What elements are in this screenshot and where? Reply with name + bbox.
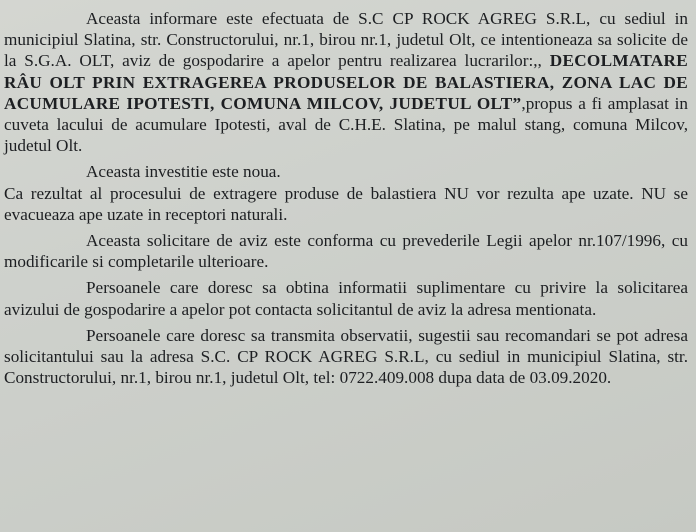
project-title: DECOLMATARE RÂU OLT PRIN EXTRAGEREA PRODUSELOR DE BALASTIERA, ZONA LAC DE ACUMULARE IPOTESTI, COMUNA MILCOV, JUDETUL OLT” (4, 51, 688, 113)
observations-paragraph: Persoanele care doresc sa transmita observatii, sugestii sau recomandari se pot adresa solicitantului sau la adresa S.C. CP ROCK AGREG S.R.L, cu sediul in municipiul Slatina, str. Constructorului, nr.1, birou nr.1, judetul Olt, tel: 0722.409.008 dupa data de 03.09.2020. (4, 325, 688, 388)
wastewater-paragraph: Ca rezultat al procesului de extragere produse de balastiera NU vor rezulta ape uzate. NU se evacueaza ape uzate in receptori naturali. (4, 183, 688, 224)
information-contact-paragraph: Persoanele care doresc sa obtina informatii suplimentare cu privire la solicitarea avizului de gospodarire a apelor pot contacta solicitantul de aviz la adresa mentionata. (4, 278, 688, 319)
intro-lead-text: Aceasta informare este efectuata de S.C CP ROCK AGREG S.R.L, cu sediul in municipiul Slatina, str. Constructorului, nr.1, birou nr.1, judetul Olt, ce intentioneaza sa solicite de la S.G.A. OLT, aviz de gospodarire a apelor pentru realizarea lucrarilor:,, (4, 9, 688, 71)
intro-paragraph (4, 8, 688, 156)
new-investment-paragraph: Aceasta investitie este noua. (86, 162, 281, 182)
intro-tail-text: ,propus a fi amplasat in cuveta lacului de acumulare Ipotesti, aval de C.H.E. Slatina, pe malul stang, comuna Milcov, judetul Olt. (4, 93, 688, 156)
legal-conformity-paragraph: Aceasta solicitare de aviz este conforma cu prevederile Legii apelor nr.107/1996, cu modificarile si completarile ulterioare. (4, 231, 688, 272)
